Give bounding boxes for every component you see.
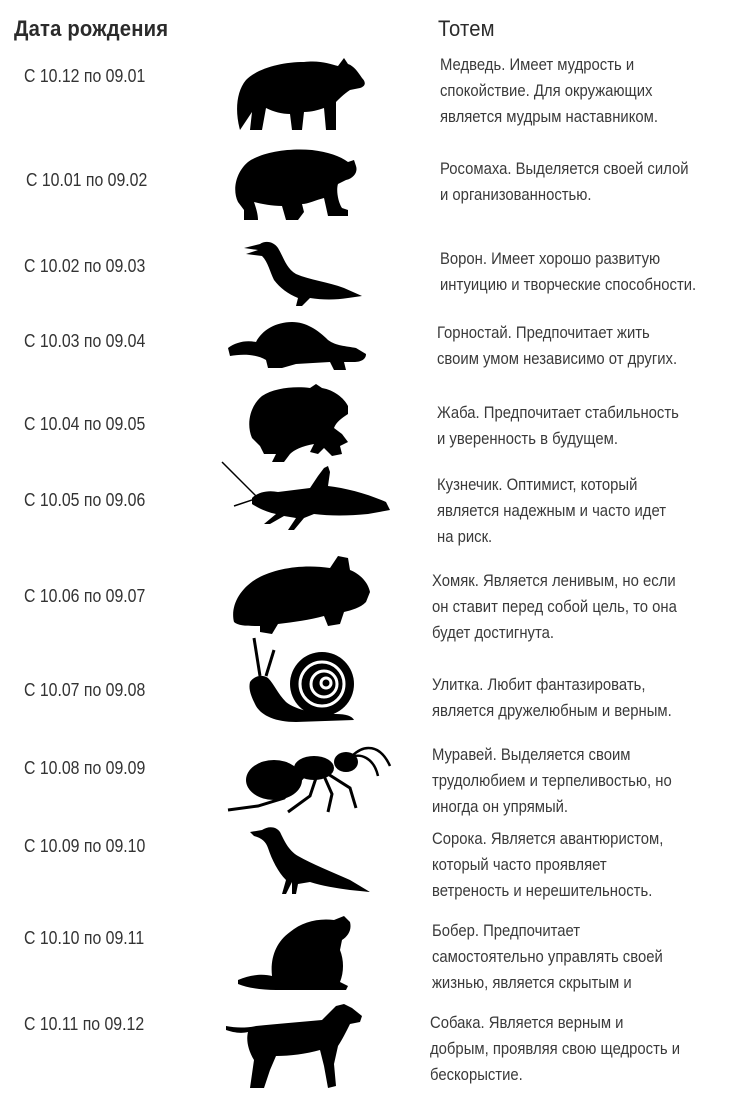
date-range: С 10.04 по 09.05 — [24, 414, 146, 434]
date-range: С 10.07 по 09.08 — [24, 680, 146, 700]
dog-icon — [226, 1002, 366, 1090]
date-range: С 10.10 по 09.11 — [24, 928, 145, 948]
toad-icon — [244, 384, 352, 462]
grasshopper-icon — [218, 458, 394, 532]
snail-icon — [246, 636, 358, 724]
date-range: С 10.08 по 09.09 — [24, 758, 146, 778]
date-column-header: Дата рождения — [14, 16, 169, 41]
date-range: С 10.09 по 09.10 — [24, 836, 146, 856]
totem-description: Сорока. Является авантюристом, который часто проявляет ветреность и нерешительность. — [432, 830, 664, 900]
totem-description: Росомаха. Выделяется своей силой и организованностью. — [440, 160, 689, 204]
totem-description: Муравей. Выделяется своим трудолюбием и терпеливостью, но иногда он упрямый. — [432, 746, 672, 816]
hamster-icon — [230, 552, 374, 636]
raven-icon — [240, 236, 364, 308]
date-range: С 10.03 по 09.04 — [24, 331, 146, 351]
date-range: С 10.02 по 09.03 — [24, 256, 146, 276]
totem-description: Улитка. Любит фантазировать, является дружелюбным и верным. — [432, 676, 672, 720]
ermine-icon — [226, 318, 370, 374]
ant-icon — [224, 736, 394, 814]
beaver-icon — [236, 916, 352, 990]
bear-icon — [232, 52, 368, 134]
totem-description: Бобер. Предпочитает самостоятельно управлять своей жизнью, является скрытым и — [432, 922, 663, 992]
totem-description: Хомяк. Является ленивым, но если он ставит перед собой цель, то она будет достигнута. — [432, 572, 677, 642]
totem-column-header: Тотем — [438, 16, 495, 41]
totem-description: Жаба. Предпочитает стабильность и уверенность в будущем. — [437, 404, 679, 448]
date-range: С 10.12 по 09.01 — [24, 66, 146, 86]
date-range: С 10.01 по 09.02 — [26, 170, 148, 190]
date-range: С 10.06 по 09.07 — [24, 586, 146, 606]
totem-description: Кузнечик. Оптимист, который является надежным и часто идет на риск. — [437, 476, 667, 546]
totem-description: Собака. Является верным и добрым, проявляя свою щедрость и бескорыстие. — [430, 1014, 681, 1084]
date-range: С 10.05 по 09.06 — [24, 490, 146, 510]
date-range: С 10.11 по 09.12 — [24, 1014, 145, 1034]
totem-description: Горностай. Предпочитает жить своим умом независимо от других. — [437, 324, 678, 368]
wolverine-icon — [232, 146, 360, 224]
totem-description: Медведь. Имеет мудрость и спокойствие. Для окружающих является мудрым наставником. — [440, 56, 658, 126]
magpie-icon — [250, 824, 372, 898]
totem-description: Ворон. Имеет хорошо развитую интуицию и творческие способности. — [440, 250, 697, 294]
